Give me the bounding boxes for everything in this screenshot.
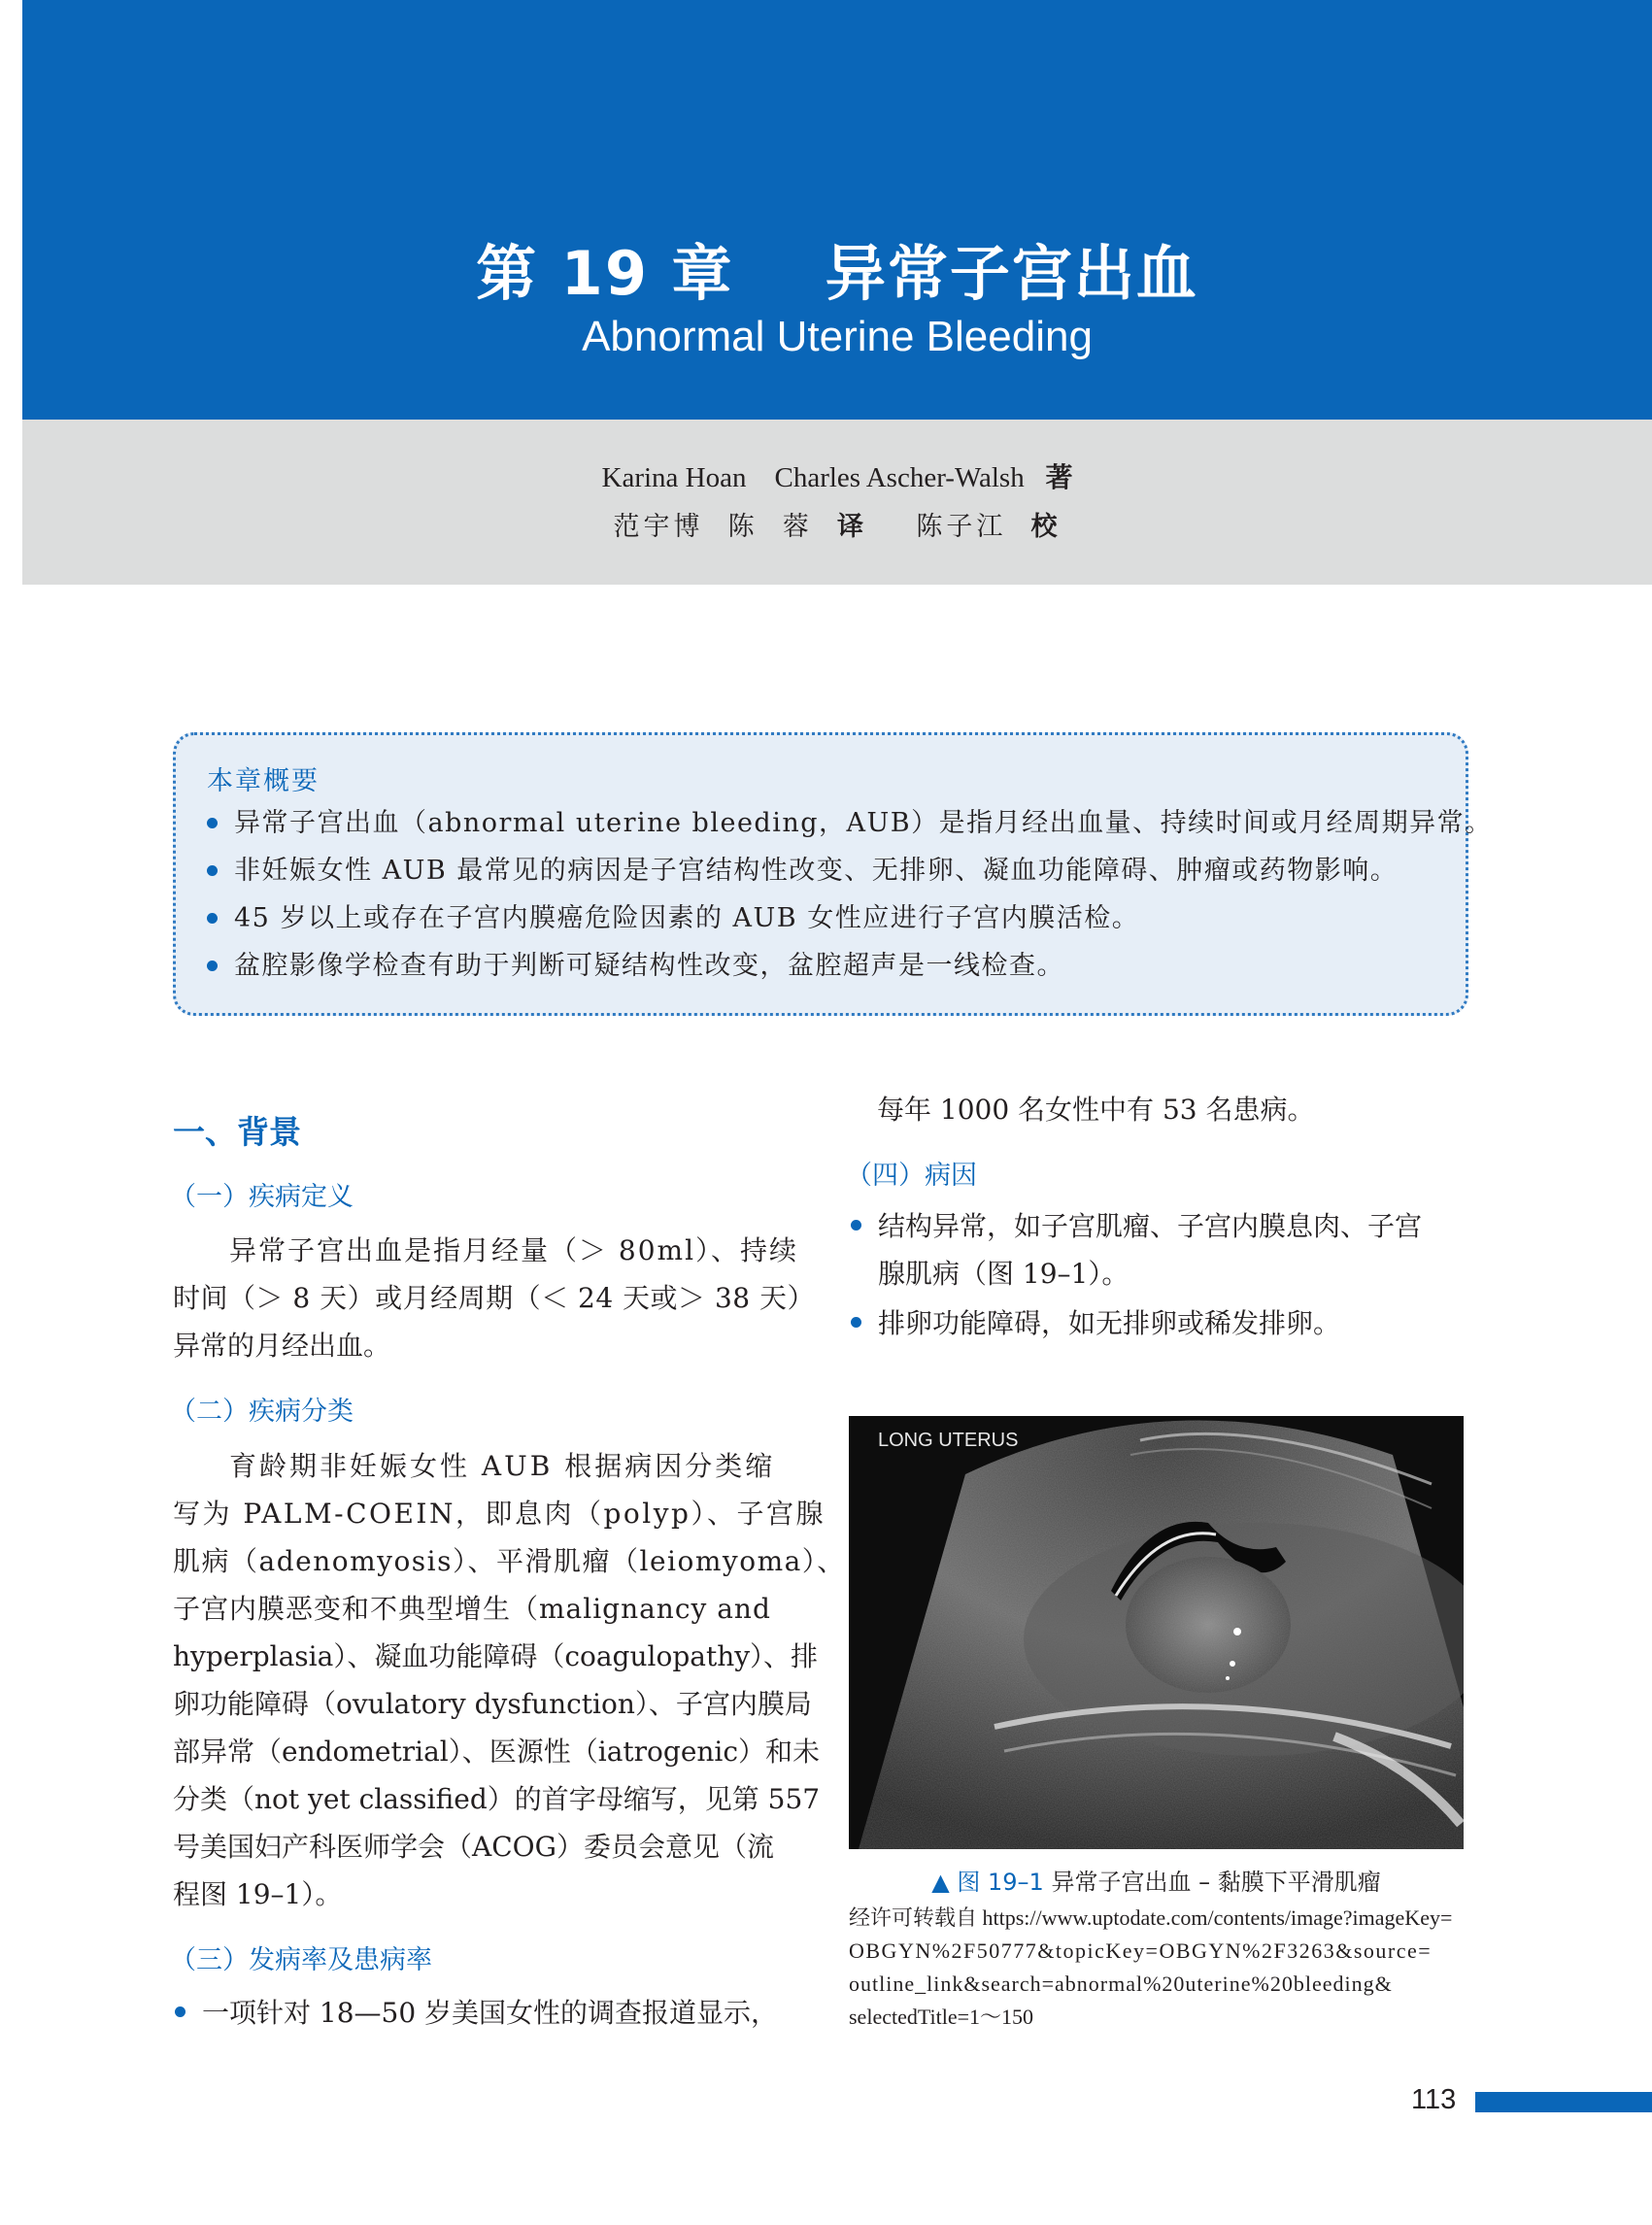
text-line: hyperplasia）、凝血功能障碍（coagulopathy）、排 (173, 1640, 819, 1672)
credit-line: outline_link&search=abnormal%20uterine%20bleeding& (849, 1972, 1393, 1996)
author-names: Karina Hoan Charles Ascher-Walsh (601, 462, 1025, 493)
ultrasound-image (849, 1416, 1464, 1849)
subheading-definition: （一）疾病定义 (170, 1182, 354, 1212)
summary-item: 45 岁以上或存在子宫内膜癌危险因素的 AUB 女性应进行子宫内膜活检。 (207, 899, 1450, 947)
text-line: 育龄期非妊娠女性 AUB 根据病因分类缩 (229, 1450, 776, 1482)
text-line: 肌病（adenomyosis）、平滑肌瘤（leiomyoma）、 (173, 1545, 846, 1577)
text-line: 时间（＞ 8 天）或月经周期（＜ 24 天或＞ 38 天） (173, 1282, 815, 1314)
figure-caption (849, 1863, 1464, 1897)
caption-number: ▲ 图 19–1 (931, 1869, 1044, 1896)
paragraph-incidence-continued (877, 1086, 1479, 1133)
caption-text: 异常子宫出血 – 黏膜下平滑肌瘤 (1051, 1869, 1381, 1896)
translators-role: 译 (837, 512, 867, 542)
chapter-subtitle: Abnormal Uterine Bleeding (582, 313, 1093, 360)
translators-line (22, 505, 1652, 543)
reviewer-name: 陈子江 (916, 512, 1007, 542)
text-line: 号美国妇产科医师学会（ACOG）委员会意见（流 (173, 1831, 774, 1863)
summary-title: 本章概要 (207, 766, 320, 796)
authors-role: 著 (1045, 461, 1073, 493)
text-line: 卵功能障碍（ovulatory dysfunction）、子宫内膜局 (173, 1688, 812, 1720)
summary-item: 盆腔影像学检查有助于判断可疑结构性改变，盆腔超声是一线检查。 (207, 947, 1450, 995)
text-line: 子宫内膜恶变和不典型增生（malignancy and (173, 1593, 771, 1625)
credits-band (22, 420, 1652, 585)
summary-item: 异常子宫出血（abnormal uterine bleeding，AUB）是指月经出血量、持续时间或月经周期异常。 (207, 804, 1450, 852)
bullet-structural (849, 1202, 1464, 1298)
paragraph-definition (173, 1227, 815, 1369)
section-heading-background: 一、背景 (173, 1113, 301, 1151)
text-line: 写为 PALM-COEIN，即息肉（polyp）、子宫腺 (173, 1498, 826, 1530)
chapter-title: 第 19 章 异常子宫出血 (476, 238, 1198, 309)
subheading-incidence: （三）发病率及患病率 (170, 1945, 432, 1975)
page-number-bar (1475, 2092, 1652, 2112)
text-line: 程图 19–1）。 (173, 1878, 343, 1910)
subheading-etiology: （四）病因 (846, 1161, 977, 1191)
summary-list (207, 804, 1493, 995)
credit-line: OBGYN%2F50777&topicKey=OBGYN%2F3263&source= (849, 1938, 1433, 1963)
bullet-ovulatory (849, 1299, 1464, 1347)
bullet-text: 腺肌病（图 19–1）。 (878, 1258, 1129, 1290)
text-line: 异常的月经出血。 (173, 1330, 391, 1362)
authors-line (22, 456, 1652, 495)
bullet-incidence (173, 1989, 789, 2037)
page-number: 113 (1411, 2084, 1457, 2115)
subheading-classification: （二）疾病分类 (170, 1397, 354, 1427)
credit-line: selectedTitle=1～150 (849, 2005, 1034, 2029)
figure-credit (849, 1902, 1464, 2034)
text-line: 每年 1000 名女性中有 53 名患病。 (877, 1094, 1315, 1126)
bullet-text: 一项针对 18—50 岁美国女性的调查报道显示， (202, 1997, 779, 2029)
text-line: 分类（not yet classified）的首字母缩写，见第 557 (173, 1783, 821, 1815)
bullet-text: 结构异常，如子宫肌瘤、子宫内膜息肉、子宫 (878, 1210, 1423, 1242)
ultrasound-graphic (849, 1416, 1464, 1849)
text-line: 部异常（endometrial）、医源性（iatrogenic）和未 (173, 1736, 821, 1768)
ultrasound-label: LONG UTERUS (878, 1430, 1019, 1451)
text-line: 异常子宫出血是指月经量（＞ 80ml）、持续 (229, 1234, 799, 1266)
translator-names: 范宇博 陈 蓉 (613, 512, 813, 542)
bullet-text: 排卵功能障碍，如无排卵或稀发排卵。 (878, 1307, 1341, 1339)
credit-line: 经许可转载自 https://www.uptodate.com/contents/image?imageKey= (849, 1905, 1453, 1930)
summary-item: 非妊娠女性 AUB 最常见的病因是子宫结构性改变、无排卵、凝血功能障碍、肿瘤或药物影响。 (207, 852, 1450, 899)
paragraph-classification (173, 1442, 846, 1918)
reviewer-role: 校 (1030, 512, 1062, 542)
